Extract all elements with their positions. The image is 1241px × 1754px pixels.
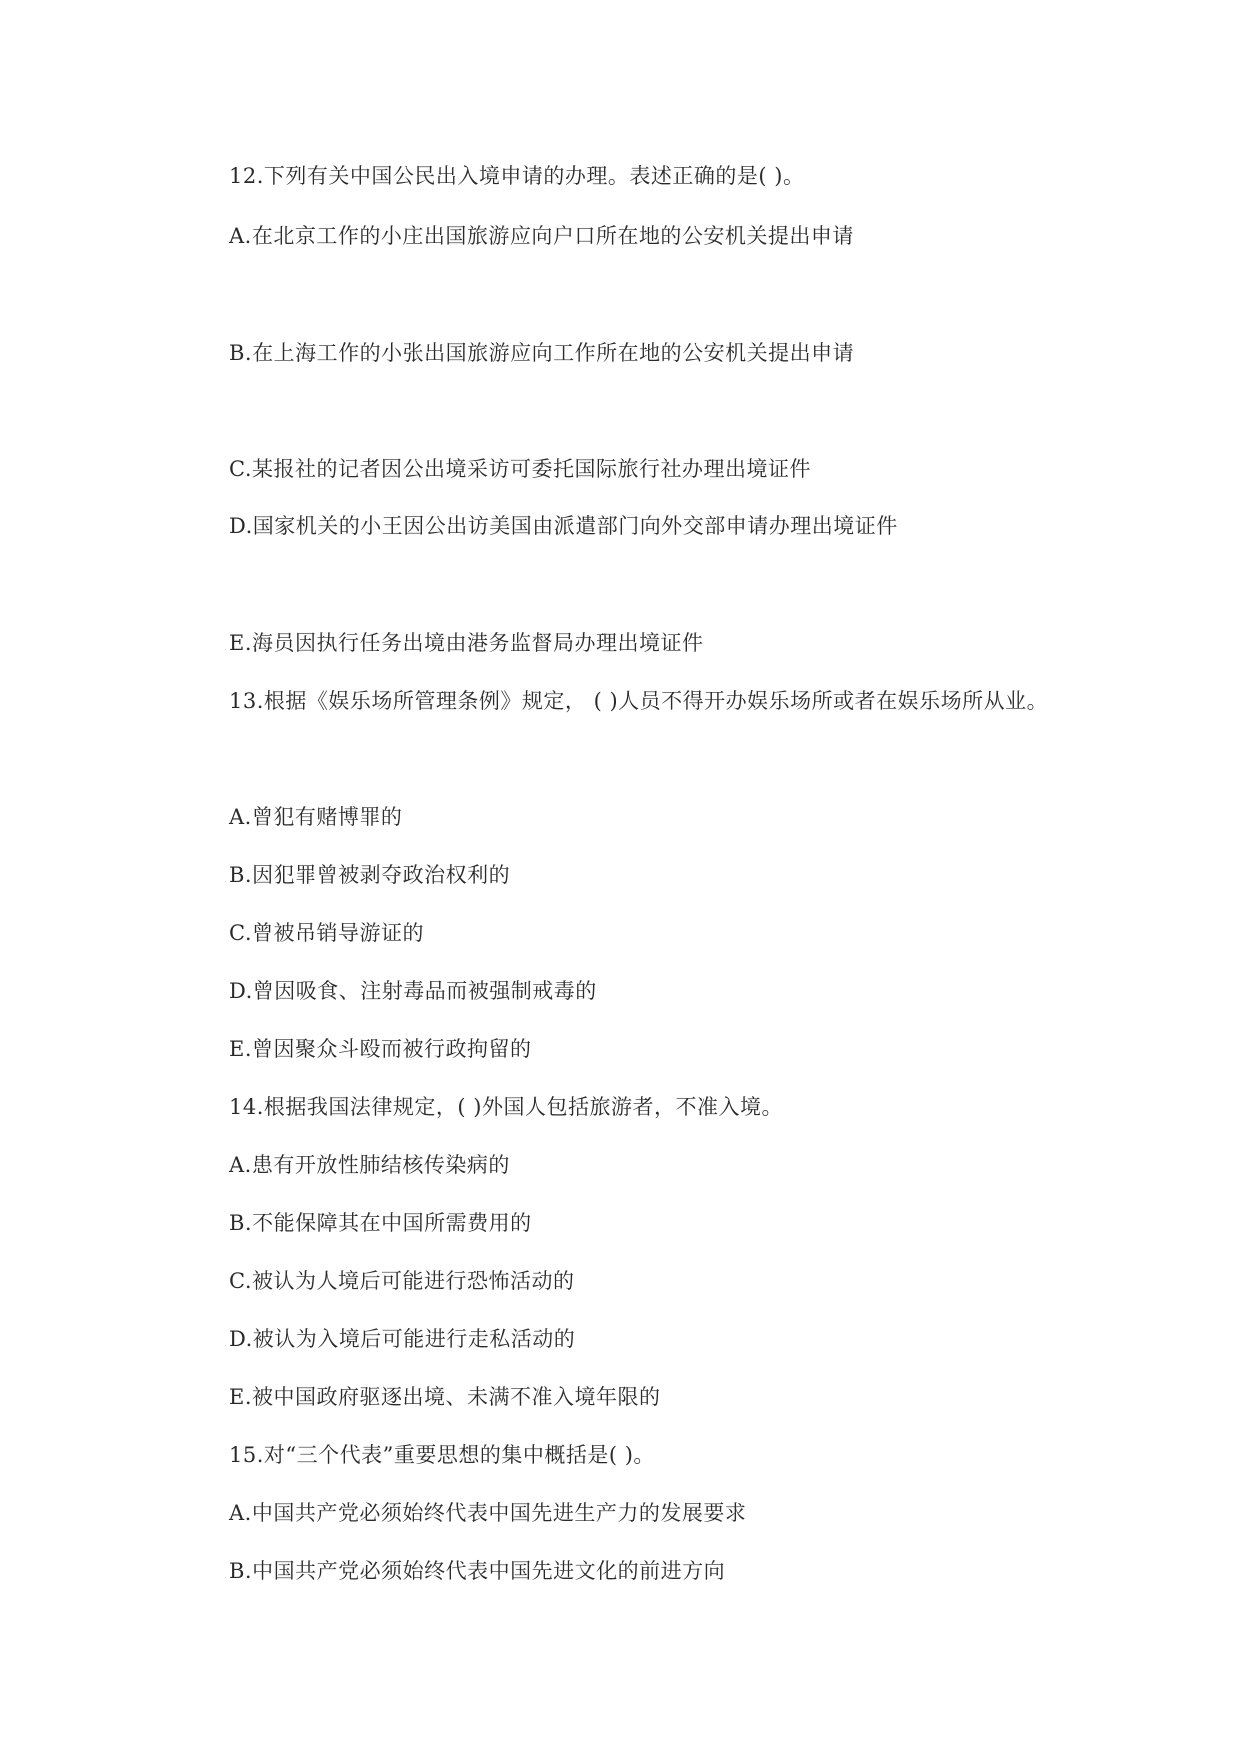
question-15-stem: 15.对“三个代表”重要思想的集中概括是( )。	[229, 1443, 655, 1467]
question-12-option-d: D.国家机关的小王因公出访美国由派遣部门向外交部申请办理出境证件	[229, 514, 898, 538]
question-14-option-b: B.不能保障其在中国所需费用的	[229, 1211, 532, 1235]
question-13-option-d: D.曾因吸食、注射毒品而被强制戒毒的	[229, 979, 597, 1003]
question-12-option-e: E.海员因执行任务出境由港务监督局办理出境证件	[229, 631, 704, 655]
question-14-option-c: C.被认为人境后可能进行恐怖活动的	[229, 1269, 575, 1293]
question-15-option-b: B.中国共产党必须始终代表中国先进文化的前进方向	[229, 1559, 726, 1583]
question-13-option-a: A.曾犯有赌博罪的	[229, 805, 403, 829]
question-14-option-a: A.患有开放性肺结核传染病的	[229, 1153, 510, 1177]
question-13-option-b: B.因犯罪曾被剥夺政治权利的	[229, 863, 511, 887]
question-14-option-d: D.被认为入境后可能进行走私活动的	[229, 1327, 576, 1351]
question-12-stem: 12.下列有关中国公民出入境申请的办理。表述正确的是( )。	[229, 164, 805, 188]
question-13-option-c: C.曾被吊销导游证的	[229, 921, 424, 945]
question-12-option-a: A.在北京工作的小庄出国旅游应向户口所在地的公安机关提出申请	[229, 224, 854, 248]
question-12-option-b: B.在上海工作的小张出国旅游应向工作所在地的公安机关提出申请	[229, 341, 855, 365]
question-14-option-e: E.被中国政府驱逐出境、未满不准入境年限的	[229, 1385, 661, 1409]
question-13-stem: 13.根据《娱乐场所管理条例》规定， ( )人员不得开办娱乐场所或者在娱乐场所从业。	[229, 689, 1049, 713]
question-13-option-e: E.曾因聚众斗殴而被行政拘留的	[229, 1037, 532, 1061]
question-15-option-a: A.中国共产党必须始终代表中国先进生产力的发展要求	[229, 1501, 747, 1525]
question-12-option-c: C.某报社的记者因公出境采访可委托国际旅行社办理出境证件	[229, 457, 811, 481]
question-14-stem: 14.根据我国法律规定，( )外国人包括旅游者，不准入境。	[229, 1095, 783, 1119]
